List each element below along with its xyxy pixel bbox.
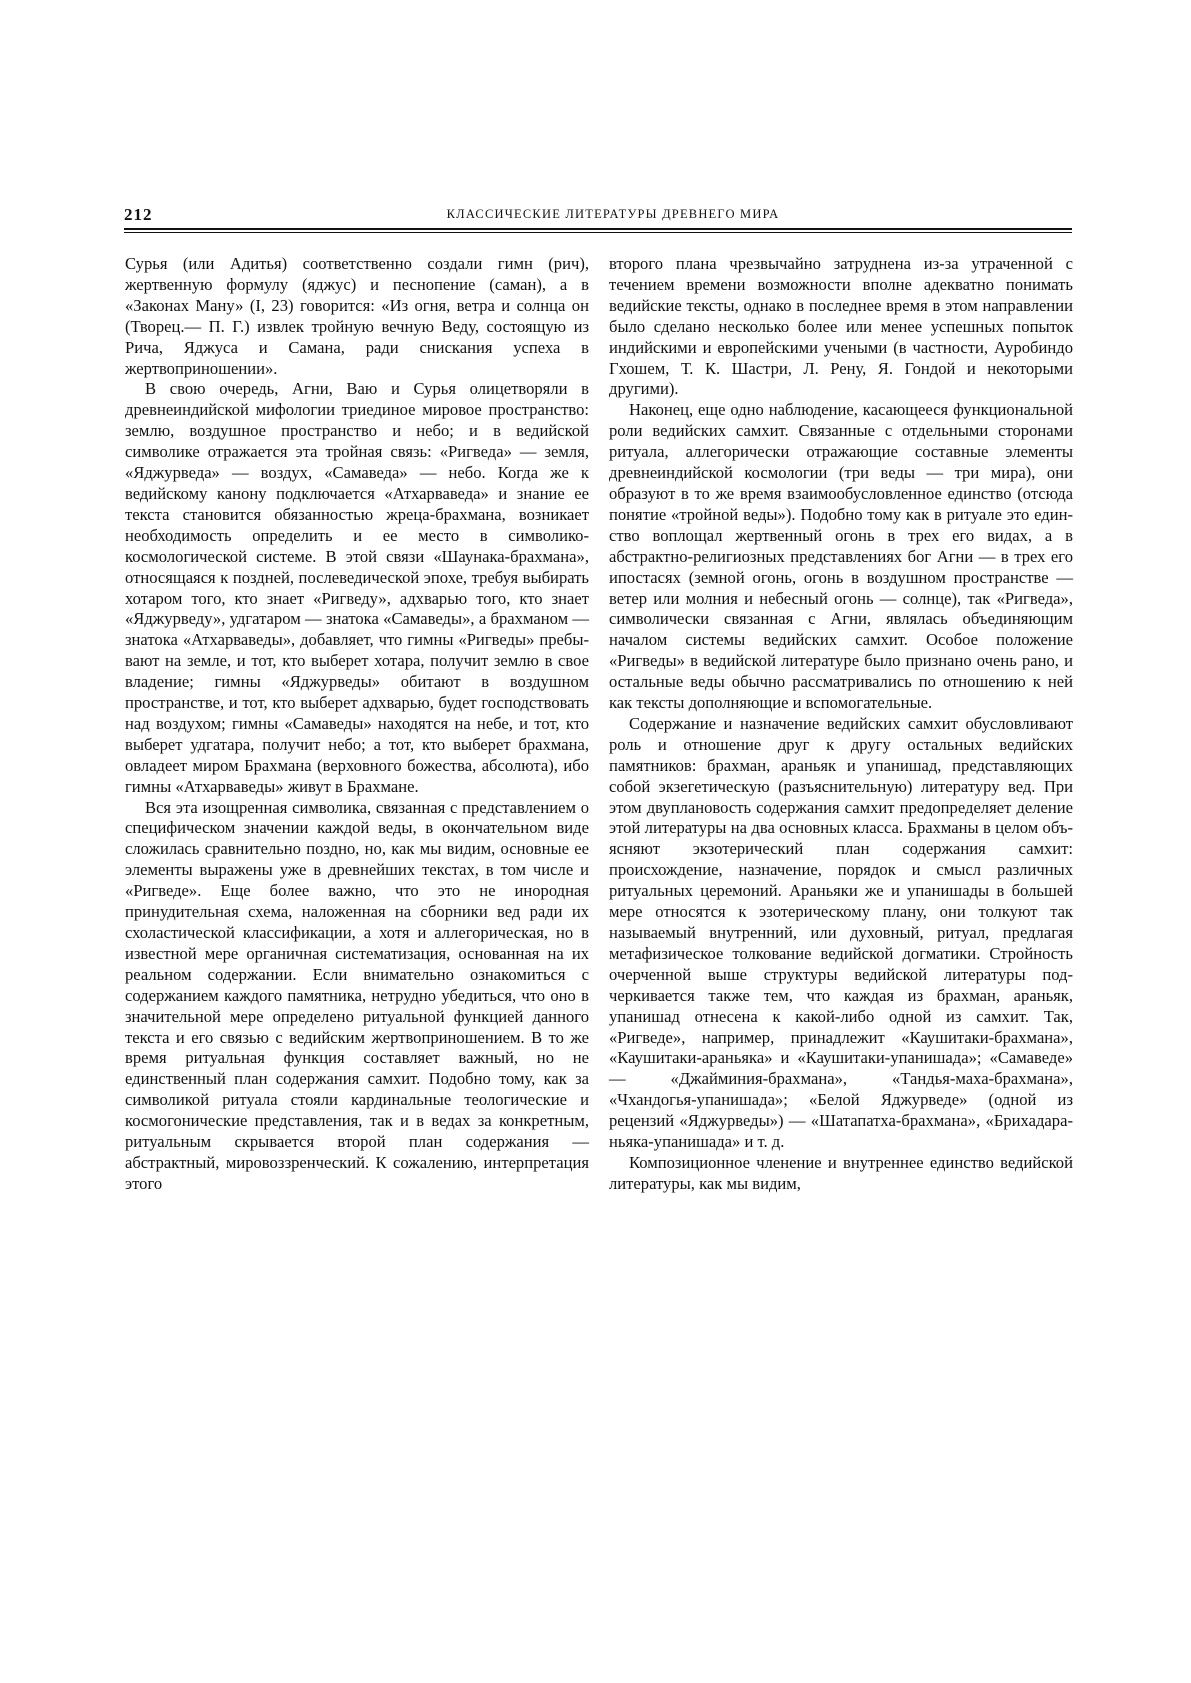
paragraph: Содержание и назначение ведийских самхит обусловливают роль и отношение друг к другу остальных ведийских памятников: брахман, араньяк и упанишад, представляющих собой экзегетическую (разъяснительную) литературу вед. При этом двуплановость содержания самхит предопределяет деление этой литературы на два основных класса. Брахманы в целом объясняют экзотерический план содержания самхит: происхождение, назначение, порядок и смысл различных ритуальных церемоний. Араньяки же и упанишады в большей мере относятся к эзотерическому плану, они толкуют так называемый внутренний, или духовный, ритуал, предлагая метафизическое толкование ведийской догматики. Стройность очерченной выше структуры ведийской литературы подчеркивается также тем, что каждая из брахман, араньяк, упанишад отнесена к какой-либо одной из самхит. Так, «Ригведе», например, принадлежит «Каушитаки-брахмана», «Каушитаки-араньяка» и «Каушитаки-упанишада»; «Самаведе» — «Джайминия-брахмана», «Тандья-маха-брахмана», «Чхандогья-упанишада»; «Белой Яджурведе» (одной из рецензий «Яджурведы») — «Шатапатха-брахмана», «Брихадараньяка-упанишада» и т. д. (609, 713, 1073, 1152)
paragraph: Вся эта изощренная символика, связанная с представлением о специфическом значении каждой веды, в окончательном виде сложилась сравнительно поздно, но, как мы видим, основные ее элементы выражены уже в древнейших текстах, в том числе и «Ригведе». Еще более важно, что это не инородная принудительная схема, наложенная на сборники вед ради их схоластической классификации, а хотя и аллегорическая, но в известной мере органичная систематизация, основанная на их реальном содержании. Если внимательно ознакомиться с содержанием каждого памятника, нетрудно убедиться, что оно в значительной мере определено ритуальной функцией данного текста и его связью с ведийским жертвоприношением. В то же время ритуальная функция составляет важный, но не единственный план содержания самхит. Подобно тому, как за символикой ритуала стояли кардинальные теологические и космогонические представления, так и в ведах за конкретным, ритуальным скрывается второй план содержания — абстрактный, мировоззренческий. К сожалению, интерпретация этого (125, 797, 589, 1193)
paragraph: Сурья (или Адитья) соответственно создали гимн (рич), жертвенную формулу (яджус) и песнопение (саман), а в «Законах Ману» (I, 23) говорится: «Из огня, ветра и солнца он (Творец.— П. Г.) извлек тройную вечную Веду, состоящую из Рича, Яджуса и Самана, ради снискания успеха в жертвоприношении». (125, 254, 589, 378)
running-title: КЛАССИЧЕСКИЕ ЛИТЕРАТУРЫ ДРЕВНЕГО МИРА (446, 207, 780, 221)
right-column (609, 254, 1073, 1604)
page-number: 212 (124, 205, 153, 224)
paragraph: В свою очередь, Агни, Ваю и Сурья олицетворяли в древнеиндийской мифологии триединое мировое пространство: землю, воздушное пространство и небо; и в ведийской символике отражается эта тройная связь: «Ригведа» — земля, «Яджурведа» — воздух, «Самаведа» — небо. Когда же к ведийскому канону подключается «Атхарваведа» и знание ее текста становится обязанностью жреца-брахмана, возникает необходимость определить и ее место в символико-космологической системе. В этой связи «Шаунака-брахмана», относящаяся к поздней, послеведической эпохе, требуя выбирать хотаром того, кто знает «Ригведу», адхварью того, кто знает «Яджурведу», удгатаром — знатока «Самаведы», а брахманом — знатока «Атхарваведы», добавляет, что гимны «Ригведы» пребывают на земле, и тот, кто выберет хотара, получит землю в свое владение; гимны «Яджурведы» обитают в воздушном пространстве, и тот, кто выберет адхварью, будет господствовать над воздухом; гимны «Самаведы» находятся на небе, и тот, кто выберет удгатара, получит небо; а тот, кто выберет брахмана, овладеет миром Брахмана (верховного божества, абсолюта), ибо гимны «Атхарваведы» живут в Брахмане. (125, 379, 589, 796)
paragraph: Композиционное членение и внутреннее единство ведийской литературы, как мы видим, (609, 1152, 1073, 1193)
paragraph: второго плана чрезвычайно затруднена из-за утраченной с течением времени возможности вполне адекватно понимать ведийские тексты, однако в последнее время в этом направлении было сделано несколько более или менее успешных попыток индийскими и европейскими учеными (в частности, Ауробиндо Гхошем, Т. К. Шастри, Л. Рену, Я. Гондой и некоторыми другими). (609, 254, 1073, 399)
header-rule (124, 228, 1072, 230)
paragraph: Наконец, еще одно наблюдение, касающееся функциональной роли ведийских самхит. Связанные с отдельными сторонами ритуала, аллегорически отражающие составные элементы древнеиндийской космологии (три веды — три мира), они образуют в то же время взаимообусловленное единство (отсюда понятие «тройной веды»). Подобно тому как в ритуале это единство воплощал жертвенный огонь в трех его видах, а в абстрактно-религиозных представлениях бог Агни — в трех его ипостасях (земной огонь, огонь в воздушном пространстве — ветер или молния и небесный огонь — солнце), так «Ригведа», символически связанная с Агни, являлась объединяющим началом системы ведийских самхит. Особое положение «Ригведы» в ведийской литературе было признано очень рано, и остальные веды обычно рассматривались по отношению к ней как тексты дополняющие и вспомогательные. (609, 400, 1073, 713)
left-column (125, 254, 589, 1604)
page-header (124, 205, 1072, 227)
header-rule-thin (124, 232, 1072, 233)
